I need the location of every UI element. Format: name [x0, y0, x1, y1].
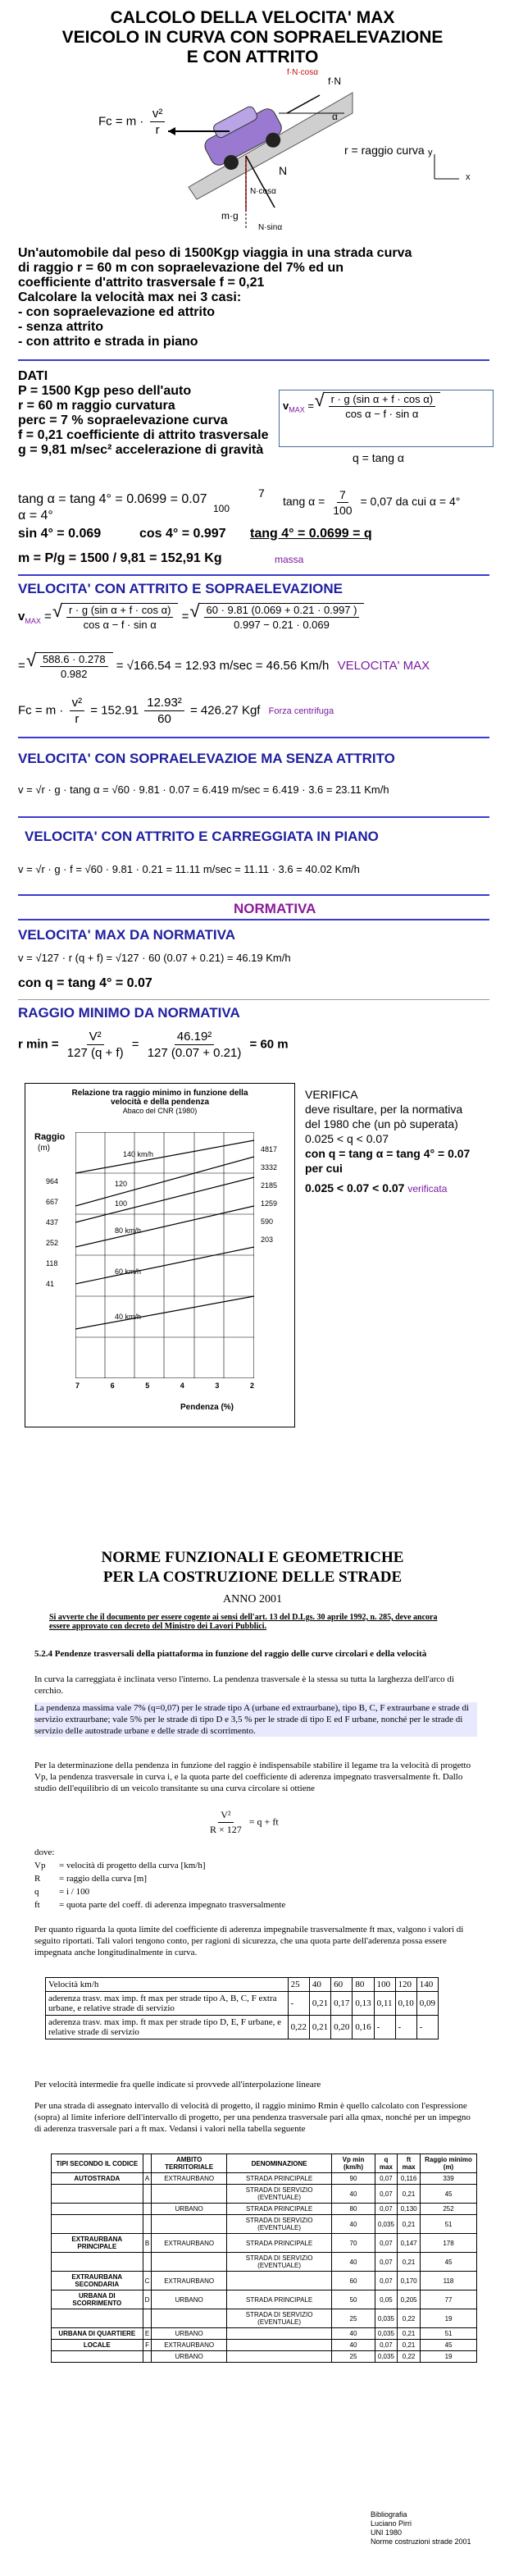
ncos-label: N·cosα — [250, 187, 276, 196]
table-cell: 0,22 — [398, 2351, 421, 2363]
centrifugal-force-label: Fc = m · $\frac{\text{v²}}{r}$ — [98, 107, 167, 137]
table-cell — [52, 2204, 143, 2215]
table-cell: 0,205 — [398, 2291, 421, 2309]
table-cell — [143, 2215, 152, 2234]
table-cell: 0,05 — [375, 2291, 398, 2309]
tang-fraction: tang α = $\frac{7}{100}$ = 0,07 da cui α = 4° — [283, 488, 461, 517]
table-cell: A — [143, 2173, 152, 2185]
abacus-chart: Relazione tra raggio minimo in funzione della velocità e della pendenza Abaco del CNR (1980) — [25, 1083, 295, 1427]
table-cell: 60 — [332, 2272, 375, 2291]
table-cell — [226, 2272, 331, 2291]
chart-line-label: 80 km/h — [115, 1226, 142, 1235]
alpha-equals: α = 4° — [18, 509, 53, 523]
chart-line-label: 140 km/h — [123, 1150, 154, 1158]
tang-value: tang 4° = 0.0699 = q — [250, 527, 372, 541]
table-cell: 45 — [421, 2185, 477, 2204]
table-cell: STRADA DI SERVIZIO (EVENTUALE) — [226, 2185, 331, 2204]
table-cell: 0,07 — [375, 2340, 398, 2351]
table-cell: EXTRAURBANO — [152, 2173, 226, 2185]
chart-line-label: 100 — [115, 1199, 128, 1208]
table-cell: B — [143, 2234, 152, 2253]
table-cell: 45 — [421, 2340, 477, 2351]
table-cell: 0,147 — [398, 2234, 421, 2253]
table-row — [52, 2185, 477, 2204]
table-cell: 0,07 — [375, 2253, 398, 2272]
table-cell: 339 — [421, 2173, 477, 2185]
table-cell — [143, 2309, 152, 2328]
verification-block: VERIFICA deve risultare, per la normativa del 1980 che (un pò superata) 0.025 < q < 0.07 con q = tang α = tang 4° = 0.07 per cui 0.025 < 0.07 < 0.07 verificata — [305, 1088, 471, 1194]
mass-line: m = P/g = 1500 / 9,81 = 152,91 Kg — [18, 551, 222, 565]
norme-year: ANNO 2001 — [223, 1593, 282, 1605]
table-cell: AUTOSTRADA — [52, 2173, 143, 2185]
table-cell: 77 — [421, 2291, 477, 2309]
table-row — [52, 2173, 477, 2185]
table-cell — [143, 2253, 152, 2272]
norme-title-1: NORME FUNZIONALI E GEOMETRICHE — [101, 1549, 404, 1566]
table-cell — [52, 2309, 143, 2328]
table-cell: 45 — [421, 2253, 477, 2272]
table-cell: 40 — [332, 2185, 375, 2204]
q-normativa-line: con q = tang 4° = 0.07 — [18, 976, 152, 990]
divider — [18, 999, 489, 1000]
n-label: N — [279, 164, 288, 177]
table-cell: 19 — [421, 2351, 477, 2363]
table-row — [52, 2291, 477, 2309]
table-row — [52, 2253, 477, 2272]
table-cell: STRADA PRINCIPALE — [226, 2234, 331, 2253]
table-cell: 0,21 — [398, 2340, 421, 2351]
norme-paragraph-3: Per la determinazione della pendenza in funzione del raggio è indispensabile stabilire il legame tra la velocità di progetto Vp, la pendenza trasversale in curva i, e la quota parte del coefficiente di aderenza impegnato trasversalmente ft. Dallo studio dell'equilibrio di un veicolo transitante su una curva circolare si ottiene — [34, 1761, 471, 1793]
table-cell: 0,21 — [398, 2328, 421, 2340]
ratio-hundred: 100 — [213, 503, 230, 514]
section-1-result: = √ $\frac{588.6 \cdot 0.278}{0.982}$ = √166.54 = 12.93 m/sec = 46.56 Km/h VELOCITA' MAX — [18, 652, 502, 680]
table-cell: 40 — [332, 2340, 375, 2351]
norme-title-2: PER LA COSTRUZIONE DELLE STRADE — [102, 1569, 403, 1586]
vmax-normativa-title: VELOCITA' MAX DA NORMATIVA — [18, 927, 236, 943]
axis-x-label: x — [466, 172, 471, 182]
table-cell: STRADA DI SERVIZIO (EVENTUALE) — [226, 2309, 331, 2328]
table-cell: 80 — [332, 2204, 375, 2215]
chart-line-label: 60 km/h — [115, 1267, 142, 1276]
normativa-label: NORMATIVA — [234, 901, 316, 916]
table-cell: 0,07 — [375, 2173, 398, 2185]
table-row — [52, 2309, 477, 2328]
norme-paragraph-6: Per una strada di assegnato intervallo di velocità di progetto, il raggio minimo Rmin è quello calcolato con l'espressione (sopra) al limite inferiore dell'intervallo di progetto, per una pendenza trasversale pari alla qmax, nonché per un impegno di aderenza trasversale pari a ft max. Vedansi i valori nella tabella seguente — [34, 2101, 471, 2134]
chart-y-ticks-left: 964 667 437 252 118 41 — [46, 1177, 59, 1288]
table-cell: 0,170 — [398, 2272, 421, 2291]
divider — [18, 894, 489, 896]
table-cell — [152, 2215, 226, 2234]
table-cell: 0,21 — [398, 2253, 421, 2272]
table-cell: 118 — [421, 2272, 477, 2291]
table-cell: EXTRAURBANO — [152, 2272, 226, 2291]
ft-table: Velocità km/h 25 40 60 80 100 120 140 aderenza trasv. max imp. ft max per strade tipo A, B, C, F extra urbane, e relative strade di servizio - 0,21 0,17 0,13 0,11 0,10 0,09 aderenza trasv. max imp. ft max per strade tipo D, E, F urbane, e relative strade di servizio 0,22 0,21 0,20 0,16 - - - — [45, 1977, 439, 2039]
road-class-table: TIPI SECONDO IL CODICE AMBITO TERRITORIALE DENOMINAZIONE Vp min (km/h) q max ft max Raggio minimo (m) AUTOSTRADA A EXTRAURBANO STRADA PRINCIPALE 90 0,07 0,116 339 STRADA DI SERVIZIO (EVENTUALE) 40 0,07 0,21 45 URBANO STRADA PRINCIPALE 80 0,07 0,130 252 STRADA DI SERVIZIO (EVENTUALE) 40 0,035 0,21 51 EXTRAURBANA PRINCIPALE B EXTRAURBANO STRADA PRINCIPALE 70 0,07 0,147 178 STRADA DI SERVIZIO (EVENTUALE) 40 0,07 0,21 45 EXTRAURBANA SECONDARIA C EXTRAURBANO 60 0,07 0,170 118 URBANA DI SCORRIMENTO D URBANO STRADA PRINCIPALE 50 0,05 0,205 77 STRADA DI SERVIZIO (EVENTUALE) 25 0,035 0,22 19 URBANA DI QUARTIERE E URBANO 40 0,035 0,21 51 LOCALE F EXTRAURBANO 40 0,07 0,21 45 URBANO 25 0,035 0,22 19 — [51, 2154, 477, 2363]
table-cell: F — [143, 2340, 152, 2351]
table-cell: LOCALE — [52, 2340, 143, 2351]
table-cell: URBANO — [152, 2351, 226, 2363]
table-cell: 0,035 — [375, 2328, 398, 2340]
table-cell: 70 — [332, 2234, 375, 2253]
section-1-formula: $v_{MAX}$ = √ $\frac{\text{r · g (sin α + f · cos α)}}{\text{cos α − f · sin α}}$ = √ $\frac{60 \cdot 9.81 (0.069 + 0.21 \cdot 0.997 )}{0.997 - 0.21 \cdot 0.069}$ — [18, 603, 502, 631]
table-cell: C — [143, 2272, 152, 2291]
section-title-2: VELOCITA' CON SOPRAELEVAZIOE MA SENZA ATTRITO — [18, 751, 395, 766]
table-cell: 0,21 — [398, 2215, 421, 2234]
nsin-label: N·sinα — [258, 223, 283, 232]
table-cell: STRADA PRINCIPALE — [226, 2173, 331, 2185]
table-cell — [143, 2351, 152, 2363]
table-cell: 0,07 — [375, 2185, 398, 2204]
norme-paragraph-2: La pendenza massima vale 7% (q=0,07) per le strade tipo A (urbane ed extraurbane), tipo B, C, F extraurbane e strade di servizio extraurbane; vale 5% per le strade di tipo D e 3,5 % per le strade di tipo E ed F urbane, nonché per le strade di servizio delle autostrade urbane e delle strade di scorrimento. — [34, 1702, 477, 1737]
mg-label: m·g — [221, 210, 239, 222]
section-title-3: VELOCITA' CON ATTRITO E CARREGGIATA IN PIANO — [25, 829, 379, 844]
table-cell: 25 — [332, 2309, 375, 2328]
table-cell: EXTRAURBANO — [152, 2234, 226, 2253]
table-row — [52, 2215, 477, 2234]
table-cell: STRADA DI SERVIZIO (EVENTUALE) — [226, 2253, 331, 2272]
table-cell — [226, 2340, 331, 2351]
q-equation: q = tang α — [353, 451, 404, 464]
table-row — [52, 2351, 477, 2363]
table-cell: STRADA PRINCIPALE — [226, 2204, 331, 2215]
table-cell: STRADA PRINCIPALE — [226, 2291, 331, 2309]
norme-equation: $\frac{\text{V²}}{R \times 127}$ = q + ft — [210, 1809, 279, 1835]
rmin-normativa-formula: r min = $\frac{\text{V²}}{127 (q + f)}$ = $\frac{\text{46.19²}}{127 (0.07 + 0.21)}$ = 60 m — [18, 1030, 289, 1060]
table-cell: URBANA DI QUARTIERE — [52, 2328, 143, 2340]
sin-value: sin 4° = 0.069 — [18, 527, 102, 541]
section-2-formula: v = √r · g · tang α = √60 · 9.81 · 0.07 = 6.419 m/sec = 6.419 · 3.6 = 23.11 Km/h — [18, 783, 389, 796]
divider — [18, 919, 489, 920]
tang-line: tang α = tang 4° = 0.0699 = 0.07 — [18, 492, 207, 506]
table-cell: URBANO — [152, 2328, 226, 2340]
chart-y-unit: (m) — [38, 1144, 50, 1153]
divider — [18, 574, 489, 576]
table-cell: EXTRAURBANA SECONDARIA — [52, 2272, 143, 2291]
table-cell: 51 — [421, 2328, 477, 2340]
table-cell: 0,07 — [375, 2234, 398, 2253]
table-cell: URBANA DI SCORRIMENTO — [52, 2291, 143, 2309]
vmax-normativa-formula: v = √127 · r (q + f) = √127 · 60 (0.07 + 0.21) = 46.19 Km/h — [18, 952, 291, 964]
fn-label: f·N — [328, 75, 341, 87]
table-cell: 0,035 — [375, 2351, 398, 2363]
table-cell: 178 — [421, 2234, 477, 2253]
fn-cos-label: f·N·cosα — [287, 68, 319, 77]
chart-x-label: Pendenza (%) — [180, 1403, 234, 1412]
table-cell — [152, 2185, 226, 2204]
table-cell — [52, 2351, 143, 2363]
table-cell: 50 — [332, 2291, 375, 2309]
table-cell: 40 — [332, 2328, 375, 2340]
table-cell: 0,035 — [375, 2215, 398, 2234]
table-row — [52, 2328, 477, 2340]
table-cell: 40 — [332, 2253, 375, 2272]
table-cell: 252 — [421, 2204, 477, 2215]
table-cell: URBANO — [152, 2291, 226, 2309]
mass-label: massa — [275, 554, 304, 565]
norme-paragraph-1: In curva la carreggiata è inclinata verso l'interno. La pendenza trasversale è la stessa su tutta la larghezza dell'arco di cerchio. — [34, 1674, 454, 1696]
chart-line-label: 40 km/h — [115, 1313, 142, 1321]
table-row — [52, 2234, 477, 2253]
table-cell: 0,07 — [375, 2272, 398, 2291]
alpha-label: α — [332, 111, 338, 122]
table-cell: EXTRAURBANA PRINCIPALE — [52, 2234, 143, 2253]
norme-notice: Si avverte che il documento per essere cogente ai sensi dell'art. 13 del D.Lgs. 30 aprile 1992, n. 285, deve ancora essere approvato con decreto del Ministro dei Lavori Pubblici. — [49, 1613, 438, 1631]
table-cell: EXTRAURBANO — [152, 2340, 226, 2351]
ratio-seven: 7 — [258, 486, 265, 500]
cos-value: cos 4° = 0.997 — [139, 527, 226, 541]
table-cell: 25 — [332, 2351, 375, 2363]
divider — [18, 359, 489, 361]
table-cell: 0,21 — [398, 2185, 421, 2204]
table-cell: E — [143, 2328, 152, 2340]
chart-line-label: 120 — [115, 1180, 128, 1188]
table-row — [52, 2204, 477, 2215]
table-cell: 0,22 — [398, 2309, 421, 2328]
table-cell — [52, 2185, 143, 2204]
table-cell: 0,130 — [398, 2204, 421, 2215]
problem-text: Un'automobile dal peso di 1500Kgp viaggia in una strada curva di raggio r = 60 m con sopraelevazione del 7% ed un coefficiente d'attrito trasversale f = 0,21 Calcolare la velocità max nei 3 casi: - con sopraelevazione ed attrito - senza attrito - con attrito e strada in piano — [18, 246, 412, 349]
data-block: DATI P = 1500 Kgp peso dell'auto r = 60 m raggio curvatura perc = 7 % sopraelevazione curva f = 0,21 coefficiente di attrito trasversale g = 9,81 m/sec² accelerazione di gravità — [18, 369, 269, 457]
page-title-line3: E CON ATTRITO — [186, 48, 319, 66]
divider — [18, 737, 489, 738]
abacus-plot — [75, 1132, 254, 1378]
section-3-formula: v = √r · g · f = √60 · 9.81 · 0.21 = 11.11 m/sec = 11.11 · 3.6 = 40.02 Km/h — [18, 863, 360, 875]
table-row — [52, 2340, 477, 2351]
norme-section-heading: 5.2.4 Pendenze trasversali della piattaforma in funzione del raggio delle curve circolari e della velocità — [34, 1649, 427, 1659]
table-cell: 51 — [421, 2215, 477, 2234]
table-cell: D — [143, 2291, 152, 2309]
table-row — [52, 2272, 477, 2291]
table-cell — [152, 2309, 226, 2328]
vmax-formula-box: $v_{MAX}$ = √ $\frac{\text{r · g (sin α + f · cos α)}}{\text{cos α − f · sin α}}$ — [279, 390, 494, 447]
axis-y-label: y — [428, 148, 433, 158]
chart-x-ticks: 7 6 5 4 3 2 — [75, 1382, 254, 1390]
table-cell: 0,07 — [375, 2204, 398, 2215]
table-cell — [52, 2253, 143, 2272]
divider — [18, 816, 489, 818]
centrifugal-force-calc: Fc = m · $\frac{\text{v²}}{r}$ = 152.91 $\frac{\text{12.93²}}{60}$ = 426.27 Kgf Forza centrifuga — [18, 696, 334, 726]
page-title-line1: CALCOLO DELLA VELOCITA' MAX — [110, 8, 395, 27]
table-cell — [226, 2328, 331, 2340]
page-title-line2: VEICOLO IN CURVA CON SOPRAELEVAZIONE — [61, 28, 444, 47]
bibliography: Bibliografia Luciano Pirri UNI 1980 Norme costruzioni strade 2001 — [371, 2510, 471, 2546]
norme-paragraph-4: Per quanto riguarda la quota limite del coefficiente di aderenza impegnabile trasversalmente ft max, valgono i valori di seguito riportati. Tali valori tengono conto, per ragioni di sicurezza, che una quota parte dell'aderenza possa essere impegnata anche longitudinalmente in curva. — [34, 1925, 464, 1957]
chart-y-ticks-right: 4817 3332 2185 1259 590 203 — [261, 1145, 278, 1244]
table-cell: 90 — [332, 2173, 375, 2185]
table-cell: 0,116 — [398, 2173, 421, 2185]
norme-paragraph-5: Per velocità intermedie fra quelle indicate si provvede all'interpolazione lineare — [34, 2080, 321, 2090]
table-cell — [152, 2253, 226, 2272]
r-label: r = raggio curva — [344, 144, 425, 157]
norme-definitions: dove: Vp = velocità di progetto della curva [km/h] R = raggio della curva [m] q = i / 100 ft = quota parte del coeff. di aderenza impegnato trasversalmente — [34, 1848, 286, 1910]
table-cell — [143, 2185, 152, 2204]
table-cell — [52, 2215, 143, 2234]
chart-y-label: Raggio — [34, 1132, 66, 1142]
table-cell: 40 — [332, 2215, 375, 2234]
table-cell — [226, 2351, 331, 2363]
rmin-normativa-title: RAGGIO MINIMO DA NORMATIVA — [18, 1005, 240, 1021]
table-cell — [143, 2204, 152, 2215]
section-title-1: VELOCITA' CON ATTRITO E SOPRAELEVAZIONE — [18, 581, 343, 596]
table-cell: 0,035 — [375, 2309, 398, 2328]
table-cell: URBANO — [152, 2204, 226, 2215]
table-cell: STRADA DI SERVIZIO (EVENTUALE) — [226, 2215, 331, 2234]
table-cell: 19 — [421, 2309, 477, 2328]
